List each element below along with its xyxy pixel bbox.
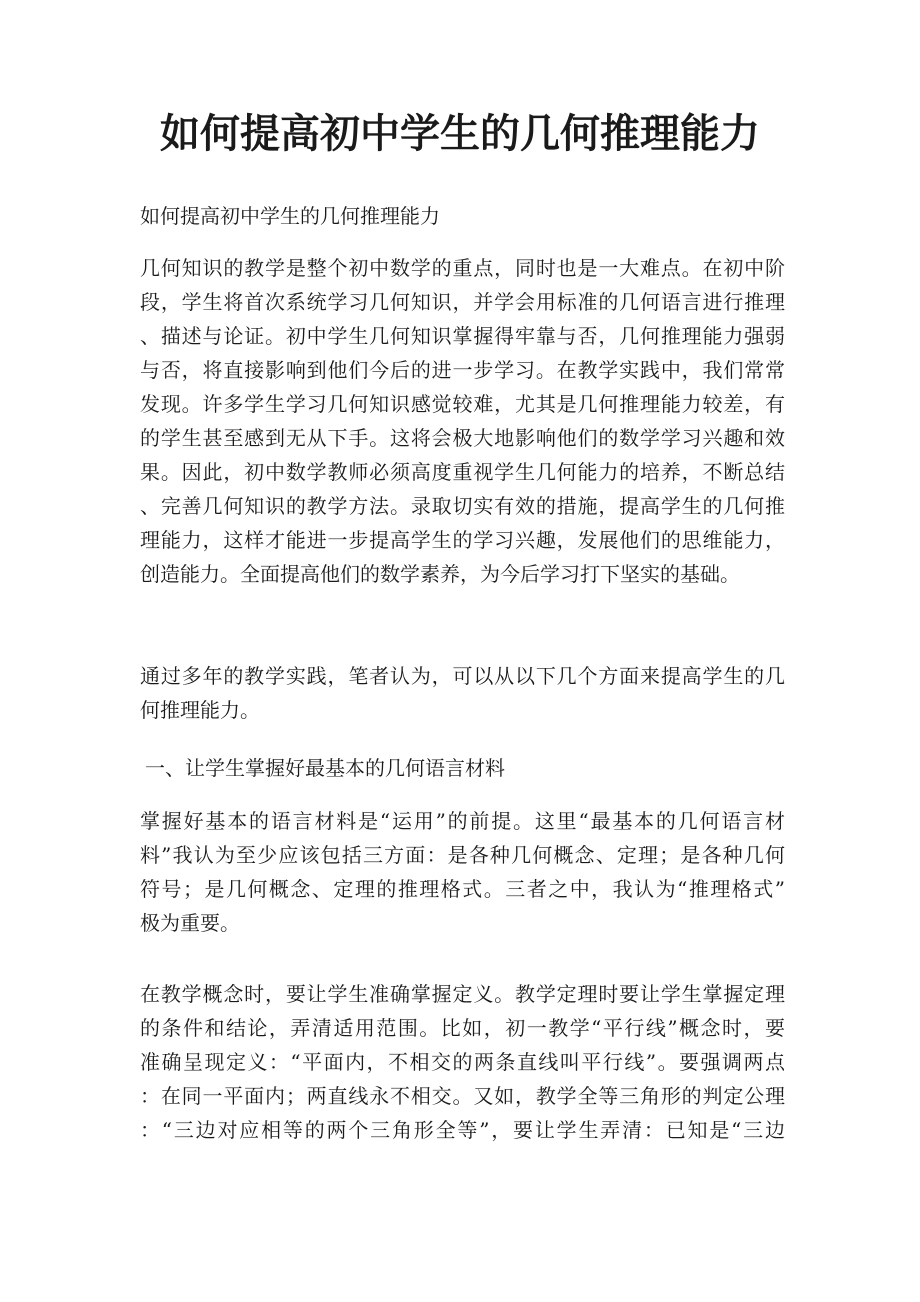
document-title: 如何提高初中学生的几何推理能力 (160, 110, 760, 157)
text-line: 准确呈现定义：“平面内，不相交的两条直线叫平行线”。要强调两点 (140, 1050, 785, 1074)
text-line: 、完善几何知识的教学方法。录取切实有效的措施，提高学生的几何推 (140, 494, 785, 518)
text-line: 通过多年的教学实践，笔者认为，可以从以下几个方面来提高学生的几 (140, 664, 785, 688)
text-line: 符号；是几何概念、定理的推理格式。三者之中，我认为“推理格式” (140, 877, 785, 901)
text-line: 掌握好基本的语言材料是“运用”的前提。这里“最基本的几何语言材 (140, 809, 785, 833)
text-line: 与否，将直接影响到他们今后的进一步学习。在教学实践中，我们常常 (140, 358, 785, 382)
text-line: 何推理能力。 (140, 698, 260, 722)
paragraph-concepts (140, 978, 785, 1148)
text-line: 料”我认为至少应该包括三方面：是各种几何概念、定理；是各种几何 (140, 843, 785, 867)
text-line: 、描述与论证。初中学生几何知识掌握得牢靠与否，几何推理能力强弱 (140, 324, 785, 348)
text-line: 果。因此，初中数学教师必须高度重视学生几何能力的培养，不断总结 (140, 460, 785, 484)
paragraph-approach (140, 660, 785, 728)
text-line: ：“三边对应相等的两个三角形全等”，要让学生弄清：已知是“三边 (140, 1118, 785, 1142)
paragraph-language-materials (140, 805, 785, 941)
text-line: 创造能力。全面提高他们的数学素养，为今后学习打下坚实的基础。 (140, 562, 740, 586)
text-line: 发现。许多学生学习几何知识感觉较难，尤其是几何推理能力较差，有 (140, 392, 785, 416)
paragraph-intro (140, 252, 785, 592)
text-line: ：在同一平面内；两直线永不相交。又如，教学全等三角形的判定公理 (140, 1084, 785, 1108)
text-line: 的条件和结论，弄清适用范围。比如，初一教学“平行线”概念时，要 (140, 1016, 785, 1040)
text-line: 段，学生将首次系统学习几何知识，并学会用标准的几何语言进行推理 (140, 290, 785, 314)
text-line: 几何知识的教学是整个初中数学的重点，同时也是一大难点。在初中阶 (140, 256, 785, 280)
section-heading-1: 一、让学生掌握好最基本的几何语言材料 (145, 756, 505, 780)
document-subtitle: 如何提高初中学生的几何推理能力 (140, 204, 440, 228)
text-line: 极为重要。 (140, 911, 240, 935)
text-line: 的学生甚至感到无从下手。这将会极大地影响他们的数学学习兴趣和效 (140, 426, 785, 450)
text-line: 在教学概念时，要让学生准确掌握定义。教学定理时要让学生掌握定理 (140, 982, 785, 1006)
text-line: 理能力，这样才能进一步提高学生的学习兴趣，发展他们的思维能力， (140, 528, 785, 552)
